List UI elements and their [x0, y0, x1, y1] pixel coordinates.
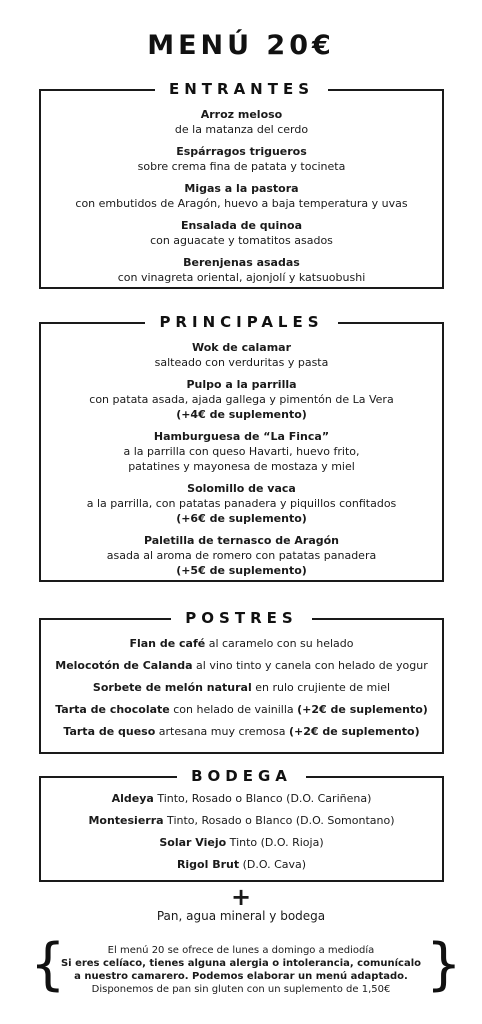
- wine-description: Tinto (D.O. Rioja): [226, 836, 324, 849]
- principales-section: [39, 313, 444, 582]
- principales-list: [41, 324, 442, 578]
- dessert-item: [41, 655, 442, 677]
- dish-name: Hamburguesa de “La Finca”: [153, 430, 330, 443]
- dish-item: [41, 218, 442, 248]
- dish-name: Arroz meloso: [200, 108, 283, 121]
- dish-name: Migas a la pastora: [184, 182, 299, 195]
- entrantes-section: [39, 80, 444, 289]
- dish-description: patatines y mayonesa de mostaza y miel: [128, 460, 355, 473]
- footer-gluten-free: Disponemos de pan sin gluten con un suplemento de 1,50€: [91, 984, 391, 995]
- postres-section: [39, 609, 444, 754]
- dish-description: a la parrilla, con patatas panadera y piquillos confitados: [86, 497, 397, 510]
- footer-availability: El menú 20 se ofrece de lunes a domingo a mediodía: [107, 945, 375, 956]
- dish-supplement: (+6€ de suplemento): [176, 512, 307, 525]
- dessert-description: al caramelo con su helado: [205, 637, 354, 650]
- dessert-name: Melocotón de Calanda: [55, 659, 193, 672]
- dish-item: [41, 255, 442, 285]
- footer-allergy-note: Si eres celíaco, tienes alguna alergia o intolerancia, comunícalo: [60, 958, 422, 969]
- wine-item: [41, 832, 442, 854]
- included-items: Pan, agua mineral y bodega: [156, 909, 326, 923]
- dish-item: [41, 377, 442, 422]
- wine-item: [41, 854, 442, 876]
- dessert-name: Sorbete de melón natural: [92, 681, 252, 694]
- right-brace-icon: }: [426, 932, 462, 997]
- dish-item: [41, 533, 442, 578]
- wine-description: Tinto, Rosado o Blanco (D.O. Somontano): [163, 814, 395, 827]
- wine-name: Aldeya: [111, 792, 154, 805]
- dessert-item: [41, 633, 442, 655]
- dish-name: Wok de calamar: [191, 341, 292, 354]
- bodega-list: [41, 778, 442, 876]
- dish-name: Paletilla de ternasco de Aragón: [143, 534, 340, 547]
- dish-description: con aguacate y tomatitos asados: [150, 234, 333, 247]
- dish-name: Solomillo de vaca: [187, 482, 296, 495]
- dish-description: de la matanza del cerdo: [174, 123, 309, 136]
- dish-description: con patata asada, ajada gallega y pimentón de La Vera: [89, 393, 394, 406]
- dish-supplement: (+4€ de suplemento): [176, 408, 307, 421]
- bodega-section: [39, 767, 444, 882]
- postres-list: [41, 620, 442, 743]
- dish-description: asada al aroma de romero con patatas panadera: [106, 549, 377, 562]
- dessert-description: en rulo crujiente de miel: [251, 681, 391, 694]
- entrantes-list: [41, 91, 442, 285]
- dish-supplement: (+5€ de suplemento): [176, 564, 307, 577]
- dish-name: Pulpo a la parrilla: [186, 378, 297, 391]
- wine-name: Rigol Brut: [176, 858, 240, 871]
- left-brace-icon: {: [30, 932, 66, 997]
- dish-description: con embutidos de Aragón, huevo a baja temperatura y uvas: [75, 197, 408, 210]
- dessert-item: [41, 721, 442, 743]
- dessert-supplement: (+2€ de suplemento): [289, 725, 420, 738]
- dish-description: salteado con verduritas y pasta: [154, 356, 329, 369]
- dish-item: [41, 181, 442, 211]
- dessert-supplement: (+2€ de suplemento): [297, 703, 428, 716]
- wine-item: [41, 810, 442, 832]
- dish-item: [41, 107, 442, 137]
- dish-item: [41, 144, 442, 174]
- dish-name: Ensalada de quinoa: [180, 219, 303, 232]
- dish-item: [41, 481, 442, 526]
- dessert-description: artesana muy cremosa: [155, 725, 289, 738]
- footer-adapted-menu: a nuestro camarero. Podemos elaborar un menú adaptado.: [74, 971, 408, 982]
- dish-description: con vinagreta oriental, ajonjolí y katsuobushi: [117, 271, 366, 284]
- wine-name: Solar Viejo: [159, 836, 227, 849]
- postres-heading: POSTRES: [171, 609, 311, 627]
- dish-name: Espárragos trigueros: [176, 145, 307, 158]
- dessert-description: al vino tinto y canela con helado de yogur: [192, 659, 428, 672]
- dish-name: Berenjenas asadas: [183, 256, 300, 269]
- footer-notes: [38, 944, 444, 996]
- wine-description: Tinto, Rosado o Blanco (D.O. Cariñena): [153, 792, 372, 805]
- bodega-heading: BODEGA: [177, 767, 306, 785]
- dish-description: a la parrilla con queso Havarti, huevo frito,: [123, 445, 360, 458]
- dessert-description: con helado de vainilla: [169, 703, 298, 716]
- dessert-item: [41, 699, 442, 721]
- menu-title: MENÚ 20€: [147, 30, 335, 61]
- principales-heading: PRINCIPALES: [145, 313, 337, 331]
- wine-description: (D.O. Cava): [239, 858, 307, 871]
- plus-icon: +: [230, 883, 252, 911]
- dessert-name: Tarta de queso: [63, 725, 156, 738]
- wine-item: [41, 788, 442, 810]
- dessert-item: [41, 677, 442, 699]
- dessert-name: Tarta de chocolate: [55, 703, 170, 716]
- dessert-name: Flan de café: [129, 637, 206, 650]
- dish-item: [41, 429, 442, 474]
- dish-description: sobre crema fina de patata y tocineta: [137, 160, 346, 173]
- entrantes-heading: ENTRANTES: [155, 80, 328, 98]
- wine-name: Montesierra: [88, 814, 164, 827]
- dish-item: [41, 340, 442, 370]
